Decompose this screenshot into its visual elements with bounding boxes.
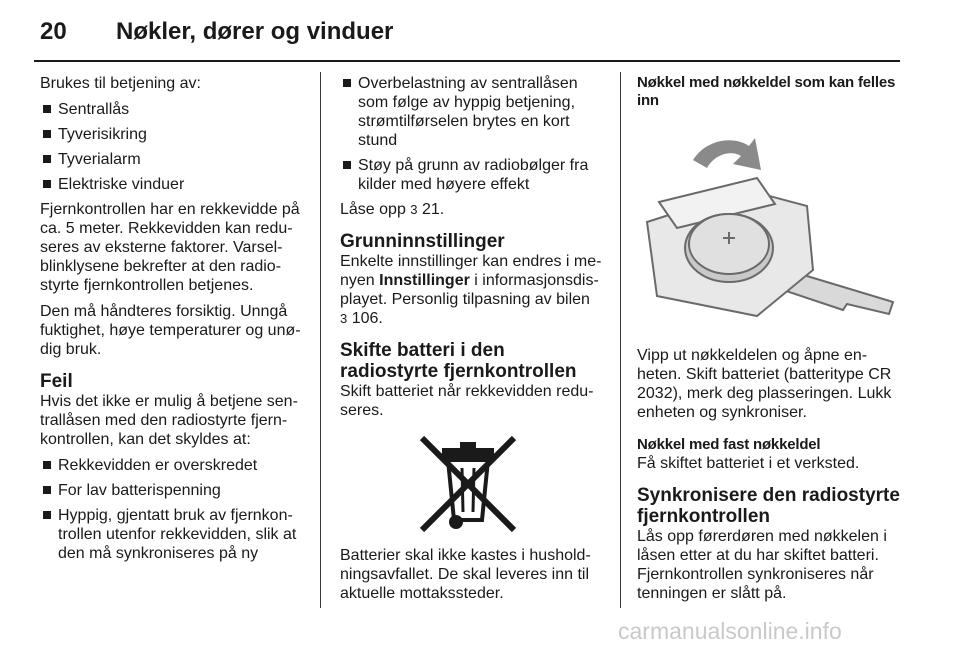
page-title: Nøkler, dører og vinduer (116, 18, 394, 45)
settings-paragraph: Enkelte innstillinger kan endres i me-nyen Innstillinger i informasjonsdis-playet. Personlig tilpasning av bilen 3 106. (340, 253, 602, 327)
column-2 (340, 74, 608, 610)
usage-intro: Brukes til betjening av: (40, 75, 201, 92)
unlock-page-link[interactable]: 21. (421, 201, 445, 218)
list-item: Rekkevidden er overskredet (40, 456, 306, 475)
battery-paragraph: Skift batteriet når rekkevidden redu-seres. (340, 383, 594, 419)
fault-list (40, 456, 306, 563)
fault-list-continued (340, 74, 608, 194)
list-item: Støy på grunn av radiobølger fra kilder med høyere effekt (340, 156, 608, 194)
fault-heading: Feil (40, 371, 73, 392)
key-battery-illustration (637, 120, 903, 334)
disposal-paragraph: Batterier skal ikke kastes i hushold-ningsavfallet. De skal leveres inn til aktuelle mottakssteder. (340, 547, 591, 602)
settings-menu-name: Innstillinger (379, 272, 470, 289)
fault-intro: Hvis det ikke er mulig å betjene sen-trallåsen med den radiostyrte fjern-kontrollen, kan det skyldes at: (40, 393, 298, 448)
foldable-key-paragraph: Vipp ut nøkkeldelen og åpne en-heten. Skift batteriet (batteritype CR 2032), merk deg plasseringen. Lukk enheten og synkroniser. (637, 347, 892, 421)
handling-paragraph: Den må håndteres forsiktig. Unngå fuktighet, høye temperaturer og unø-dig bruk. (40, 303, 301, 358)
fixed-key-heading: Nøkkel med fast nøkkeldel (637, 436, 821, 453)
list-item: Hyppig, gjentatt bruk av fjernkon-trollen utenfor rekkevidden, slik at den må synkroniseres på ny (40, 506, 306, 563)
foldable-key-heading: Nøkkel med nøkkeldel som kan felles inn (637, 74, 896, 109)
usage-list (40, 100, 306, 194)
range-paragraph: Fjernkontrollen har en rekkevidde på ca. 5 meter. Rekkevidden kan redu-seres av eksterne faktorer. Varsel-blinklysene bekrefter at den radio-styrte fjernkontrollen betjenes. (40, 201, 300, 294)
column-1 (40, 74, 306, 569)
list-item: Sentrallås (40, 100, 306, 119)
page-header (34, 14, 900, 58)
list-item: Overbelastning av sentrallåsen som følge av hyppig betjening, strømtilførselen brytes en kort stund (340, 74, 608, 150)
column-divider-2 (620, 72, 621, 608)
fixed-key-paragraph: Få skiftet batteriet i et verksted. (637, 455, 860, 472)
column-divider-1 (320, 72, 321, 608)
list-item: Tyverialarm (40, 150, 306, 169)
settings-heading: Grunninnstillinger (340, 231, 505, 252)
list-item: Tyverisikring (40, 125, 306, 144)
column-3 (637, 74, 903, 610)
sync-heading: Synkronisere den radiostyrte fjernkontrollen (637, 485, 900, 527)
page-ref-icon: 3 (340, 311, 348, 326)
battery-heading: Skifte batteri i den radiostyrte fjernkontrollen (340, 340, 577, 382)
sync-paragraph: Lås opp førerdøren med nøkkelen i låsen etter at du har skiftet batteri. Fjernkontrollen synkroniseres når tenningen er slått på. (637, 528, 887, 602)
header-divider (34, 60, 900, 62)
page-number: 20 (40, 18, 67, 45)
list-item: Elektriske vinduer (40, 175, 306, 194)
list-item: For lav batterispenning (40, 481, 306, 500)
page-ref-icon: 3 (410, 202, 418, 217)
settings-page-link[interactable]: 106. (351, 310, 383, 327)
watermark: carmanualsonline.info (618, 618, 842, 644)
unlock-reference: Låse opp 3 21. (340, 201, 445, 218)
crossed-out-bin-icon (416, 434, 520, 534)
